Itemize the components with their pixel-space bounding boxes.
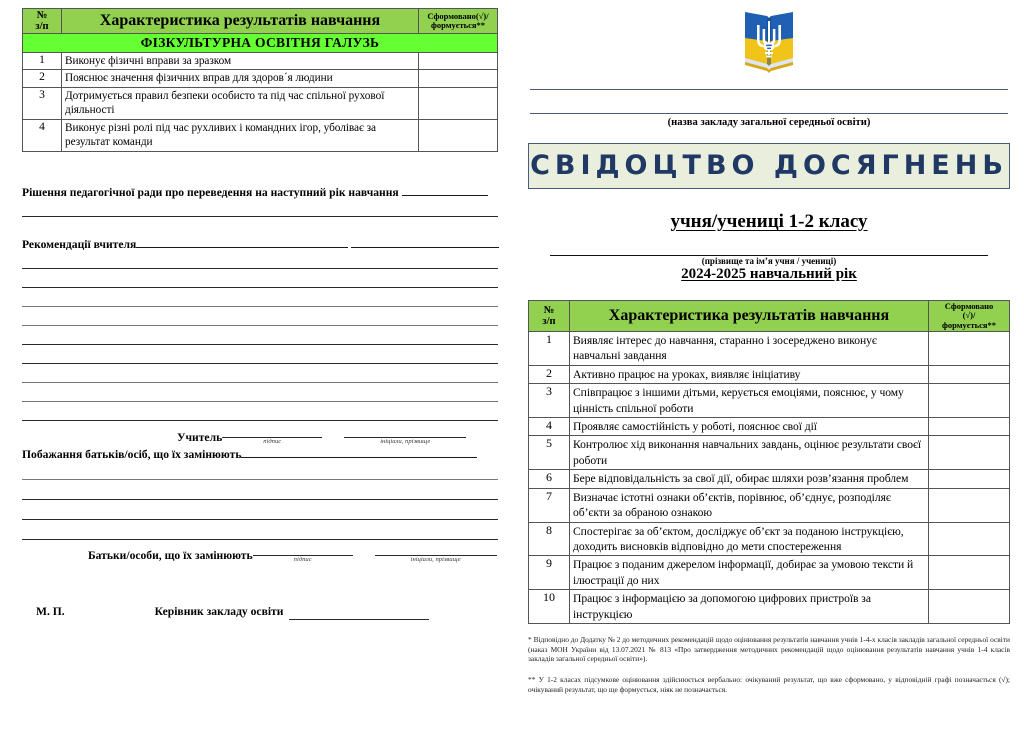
table-body — [529, 332, 1010, 624]
ukraine-trident-book-emblem-icon — [741, 8, 797, 74]
column-header-mark-line3: формується** — [942, 319, 996, 330]
column-header-description: Характеристика результатів навчання — [62, 9, 419, 34]
row-description: Контролює хід виконання навчальних завдань, оцінює результати своєї роботи — [570, 436, 929, 470]
row-mark-cell[interactable] — [929, 365, 1010, 383]
section-title: ФІЗКУЛЬТУРНА ОСВІТНЯ ГАЛУЗЬ — [23, 34, 498, 53]
class-line: учня/учениці 1-2 класу — [670, 211, 868, 232]
row-mark-cell[interactable] — [929, 590, 1010, 624]
school-year: 2024-2025 навчальний рік — [681, 266, 857, 282]
seal-label: М. П. — [36, 605, 65, 619]
column-header-mark-line2: (√)/ — [962, 310, 976, 321]
certificate-title-banner — [528, 143, 1010, 189]
table-head — [529, 301, 1010, 332]
row-description: Виявляє інтерес до навчання, старанно і зосереджено виконує навчальні завдання — [570, 332, 929, 366]
parents-label: Батьки/особи, що їх замінюють — [88, 548, 253, 562]
row-description: Визначає істотні ознаки об’єктів, порівнює, об’єднує, розподіляє об’єкти за обраною ознакою — [570, 488, 929, 522]
footnote-assessment: ** У 1-2 класах підсумкове оцінювання здійснюється вербально: очікуваний результат, що вже сформовано, у відповідній графі позначається (√); очікуваний результат, що ще формується, ніяк не позначається. — [528, 675, 1010, 694]
table-row — [23, 53, 498, 70]
parents-wishes-label: Побажання батьків/осіб, що їх замінюють — [22, 448, 242, 462]
council-decision-label: Рішення педагогічної ради про переведення на наступний рік навчання — [22, 185, 399, 199]
head-of-school-signature-field[interactable] — [289, 619, 429, 620]
row-number: 3 — [529, 384, 570, 418]
teacher-label: Учитель — [177, 430, 223, 444]
table-header-row — [23, 9, 498, 34]
teacher-recommendation-input-b[interactable] — [351, 236, 499, 248]
table-row — [23, 87, 498, 119]
certificate-title: СВІДОЦТВО ДОСЯГНЕНЬ — [530, 150, 1008, 181]
row-description: Проявляє самостійність у роботі, пояснює свої дії — [570, 418, 929, 436]
row-number: 1 — [23, 53, 62, 70]
row-description: Бере відповідальність за свої дії, обирає шляхи розв’язання проблем — [570, 470, 929, 488]
teacher-signature-field[interactable] — [222, 437, 322, 445]
column-header-number-line2: з/п — [542, 316, 556, 328]
column-header-mark — [419, 9, 498, 34]
caption-signature: підпис — [293, 556, 312, 564]
head-of-school-row — [22, 605, 498, 619]
school-name-line-2[interactable] — [530, 113, 1008, 114]
table-row — [529, 522, 1010, 556]
row-mark-cell[interactable] — [929, 332, 1010, 366]
parents-signature-row — [22, 549, 498, 563]
row-number: 4 — [23, 119, 62, 151]
table-head — [23, 9, 498, 34]
table-row — [529, 470, 1010, 488]
row-description: Активно працює на уроках, виявляє ініціативу — [570, 365, 929, 383]
footnote-regulation: * Відповідно до Додатку № 2 до методичних рекомендацій щодо оцінювання результатів навчання учнів 1-4-х класів закладів загальної середньої освіти (наказ МОН України від 13.07.2021 № 813 «Про затвердження методичних рекомендацій щодо оцінювання результатів навчання учнів 1-4 класів закладів загальної середньої освіти»). — [528, 634, 1010, 664]
row-mark-cell[interactable] — [419, 87, 498, 119]
teacher-recommendation-label: Рекомендації вчителя — [22, 238, 137, 252]
section-row-physical-education — [23, 34, 498, 53]
column-header-number — [23, 9, 62, 34]
table-body — [23, 34, 498, 152]
column-header-mark-line2: формується** — [431, 20, 485, 31]
right-page — [512, 0, 1024, 745]
head-of-school-signature-line[interactable] — [289, 619, 429, 620]
teacher-initials-field[interactable] — [344, 437, 466, 445]
table-header-row — [529, 301, 1010, 332]
row-mark-cell[interactable] — [929, 470, 1010, 488]
row-mark-cell[interactable] — [419, 53, 498, 70]
row-number: 8 — [529, 522, 570, 556]
table-row — [529, 332, 1010, 366]
row-number: 5 — [529, 436, 570, 470]
column-header-number-line2: з/п — [35, 21, 49, 33]
pupil-name-note: (прізвище та ім’я учня / учениці) — [701, 256, 837, 266]
row-mark-cell[interactable] — [419, 70, 498, 87]
row-description: Співпрацює з іншими дітьми, керується емоціями, пояснює, у чому цінність спільної роботи — [570, 384, 929, 418]
row-number: 3 — [23, 87, 62, 119]
parents-signature-field[interactable] — [253, 555, 353, 563]
row-mark-cell[interactable] — [929, 556, 1010, 590]
row-description: Виконує різні ролі під час рухливих і командних ігор, уболіває за результат команди — [62, 119, 419, 151]
row-number: 9 — [529, 556, 570, 590]
row-description: Працює з інформацією за допомогою цифрових пристроїв за інструкцією — [570, 590, 929, 624]
column-header-description: Характеристика результатів навчання — [570, 301, 929, 332]
row-number: 10 — [529, 590, 570, 624]
row-description: Спостерігає за об’єктом, досліджує об’єкт за поданою інструкцією, доходить висновків відповідно до мети спостереження — [570, 522, 929, 556]
table-row — [529, 418, 1010, 436]
teacher-recommendation-row — [22, 236, 498, 253]
row-mark-cell[interactable] — [929, 418, 1010, 436]
column-header-number — [529, 301, 570, 332]
column-header-number-line1: № — [36, 10, 48, 21]
table-row — [23, 70, 498, 87]
table-row — [529, 488, 1010, 522]
table-row — [529, 436, 1010, 470]
parents-wishes-row — [22, 446, 498, 463]
row-mark-cell[interactable] — [419, 119, 498, 151]
parents-wishes-input[interactable] — [241, 446, 477, 458]
caption-signature: підпис — [263, 438, 282, 446]
row-description: Виконує фізичні вправи за зразком — [62, 53, 419, 70]
row-number: 2 — [23, 70, 62, 87]
teacher-signature-row — [22, 431, 498, 445]
column-header-mark — [929, 301, 1010, 332]
row-mark-cell[interactable] — [929, 522, 1010, 556]
row-description: Працює з поданим джерелом інформації, добирає за умовою тексти й ілюстрації до них — [570, 556, 929, 590]
column-header-mark-line1: Сформовано — [944, 301, 994, 311]
table-row — [529, 365, 1010, 383]
row-mark-cell[interactable] — [929, 488, 1010, 522]
emblem-container — [528, 8, 1010, 79]
table-row — [23, 119, 498, 151]
row-number: 6 — [529, 470, 570, 488]
row-description: Пояснює значення фізичних вправ для здоров´я людини — [62, 70, 419, 87]
physical-education-results-table — [22, 8, 498, 152]
parents-initials-field[interactable] — [375, 555, 497, 563]
caption-initials: ініціали, прізвище — [380, 438, 431, 446]
council-decision-input[interactable] — [402, 184, 488, 196]
row-number: 2 — [529, 365, 570, 383]
learning-results-table — [528, 300, 1010, 624]
teacher-recommendation-input-a[interactable] — [136, 236, 348, 248]
row-description: Дотримується правил безпеки особисто та під час спільної рухової діяльності — [62, 87, 419, 119]
head-of-school-label: Керівник закладу освіти — [154, 605, 284, 619]
row-number: 1 — [529, 332, 570, 366]
column-header-mark-line1: Сформовано(√)/ — [427, 10, 489, 21]
row-number: 7 — [529, 488, 570, 522]
school-name-note: (назва закладу загальної середньої освіти) — [667, 117, 871, 128]
caption-initials: ініціали, прізвище — [410, 556, 461, 564]
column-header-number-line1: № — [543, 305, 555, 316]
row-mark-cell[interactable] — [929, 436, 1010, 470]
table-row — [529, 384, 1010, 418]
table-row — [529, 556, 1010, 590]
row-mark-cell[interactable] — [929, 384, 1010, 418]
table-row — [529, 590, 1010, 624]
council-decision-row — [22, 184, 498, 201]
row-number: 4 — [529, 418, 570, 436]
